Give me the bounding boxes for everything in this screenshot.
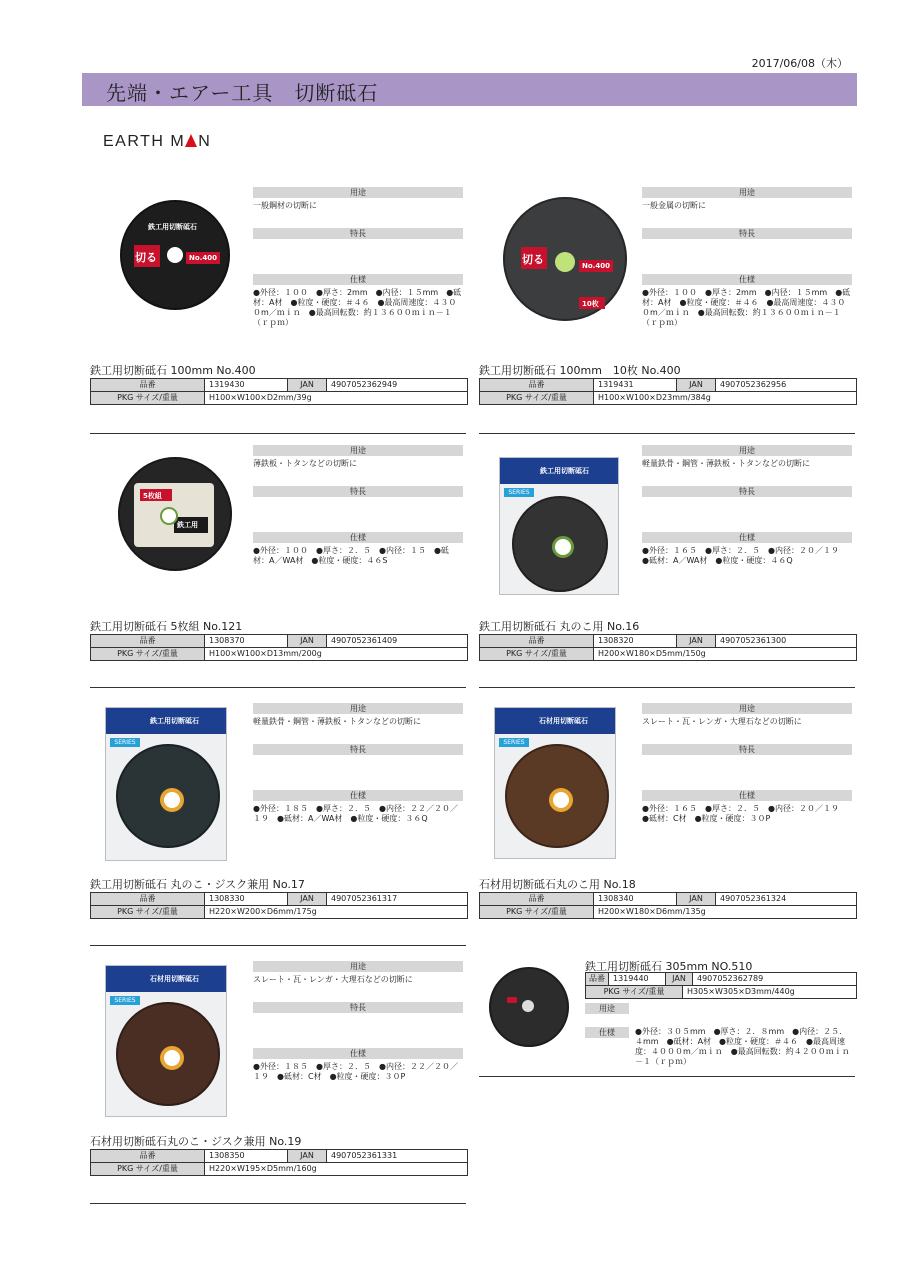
table-label: JAN (288, 893, 327, 905)
product-image (499, 457, 619, 595)
table-label: PKG サイズ/重量 (91, 648, 205, 660)
table-label: 品番 (91, 379, 205, 391)
pkg-size: H220×W195×D5mm/160g (209, 1164, 317, 1173)
table-row (480, 391, 856, 404)
table-row (480, 893, 856, 905)
product-table (479, 634, 857, 661)
spec-text: ●外径：１００ ●厚さ：２．５ ●内径：１５ ●砥材：A／WA材 ●粒度・硬度：４６S (253, 546, 449, 565)
product-table (90, 1149, 468, 1176)
spec-text: ●外径：３０５mm ●厚さ：２．８mm ●内径：２５．４mm ●砥材：A材 ●粒度・硬度：＃４６ ●最高周速度：４０００m／ｍｉｎ ●最高回転数：約４２００ｍｉｎ－１（ｒｐｍ） (635, 1027, 850, 1066)
use-heading: 用途 (642, 703, 852, 714)
feature-heading: 特長 (253, 744, 463, 755)
table-label: 品番 (480, 379, 594, 391)
use-text: 軽量鉄骨・鋼管・薄鉄板・トタンなどの切断に (642, 459, 810, 468)
table-label: PKG サイズ/重量 (586, 986, 683, 998)
divider (90, 945, 466, 946)
use-heading: 用途 (642, 445, 852, 456)
table-label: JAN (666, 973, 693, 985)
use-text: スレート・瓦・レンガ・大理石などの切断に (642, 717, 802, 726)
pkg-size: H305×W305×D3mm/440g (687, 987, 795, 996)
product-info (642, 445, 852, 566)
use-heading: 用途 (253, 445, 463, 456)
table-row (480, 635, 856, 647)
product-name: 石材用切断砥石丸のこ・ジスク兼用 No.19 (90, 1135, 302, 1148)
product-info (253, 703, 463, 824)
jan-code: 4907052362956 (720, 380, 787, 389)
table-row (480, 905, 856, 918)
product-info (642, 187, 852, 328)
product-name: 鉄工用切断砥石 5枚組 No.121 (90, 620, 243, 633)
product-name: 鉄工用切断砥石 100mm No.400 (90, 364, 256, 377)
pkg-size: H200×W180×D6mm/135g (598, 907, 706, 916)
product-table (90, 378, 468, 405)
spec-text: ●外径：１８５ ●厚さ：２．５ ●内径：２２／２０／１９ ●砥材：A／WA材 ●粒度・硬度：３６Q (253, 804, 458, 823)
table-label: PKG サイズ/重量 (480, 648, 594, 660)
product-block (90, 187, 466, 439)
image-label: SERIES (499, 738, 529, 747)
product-info (253, 961, 463, 1082)
feature-heading: 特長 (642, 744, 852, 755)
image-label: SERIES (110, 738, 140, 747)
table-label: JAN (288, 1150, 327, 1162)
image-label: 石材用切断砥石 (150, 975, 199, 983)
product-info (642, 703, 852, 824)
divider (479, 1076, 855, 1077)
product-name: 石材用切断砥石丸のこ用 No.18 (479, 878, 636, 891)
product-code: 1319440 (609, 973, 666, 985)
feature-text (253, 500, 463, 532)
product-code: 1308330 (205, 893, 288, 905)
product-block (479, 955, 855, 1085)
jan-code: 4907052361317 (331, 894, 398, 903)
product-block (90, 703, 466, 955)
spec-heading: 仕様 (253, 532, 463, 543)
jan-code: 4907052361324 (720, 894, 787, 903)
product-info (585, 1003, 855, 1067)
use-heading: 用途 (253, 187, 463, 198)
jan-code: 4907052361409 (331, 636, 398, 645)
divider (479, 687, 855, 688)
table-label: JAN (677, 635, 716, 647)
jan-code: 4907052362789 (697, 974, 764, 983)
use-heading: 用途 (642, 187, 852, 198)
image-label: SERIES (504, 488, 534, 497)
table-label: PKG サイズ/重量 (480, 906, 594, 918)
table-row (91, 635, 467, 647)
product-table (90, 634, 468, 661)
table-label: JAN (288, 379, 327, 391)
spec-text: ●外径：１６５ ●厚さ：２．５ ●内径：２０／１９ ●砥材：C材 ●粒度・硬度：３０P (642, 804, 847, 823)
table-label: 品番 (480, 635, 594, 647)
use-heading: 用途 (253, 703, 463, 714)
table-row (91, 893, 467, 905)
product-image (105, 707, 227, 861)
product-info (253, 187, 463, 328)
table-row (480, 647, 856, 660)
product-info (253, 445, 463, 566)
table-label: JAN (677, 379, 716, 391)
product-table (585, 972, 857, 999)
table-label: 品番 (91, 893, 205, 905)
jan-code: 4907052361331 (331, 1151, 398, 1160)
product-block (479, 445, 855, 697)
image-label: 切る (135, 251, 157, 264)
table-row (91, 1150, 467, 1162)
feature-text (253, 1016, 463, 1048)
use-text: 一般鋼材の切断に (253, 201, 317, 210)
jan-code: 4907052361300 (720, 636, 787, 645)
product-block (479, 187, 855, 439)
table-row (586, 985, 856, 998)
pkg-size: H220×W200×D6mm/175g (209, 907, 317, 916)
spec-text: ●外径：１００ ●厚さ：2mm ●内径：１５mm ●砥材：A材 ●粒度・硬度：＃４６ ●最高周速度：４３００m／ｍｉｎ ●最高回転数：約１３６００ｍｉｎ－１（ｒｐｍ） (253, 288, 462, 327)
table-label: PKG サイズ/重量 (480, 392, 594, 404)
spec-heading: 仕様 (253, 274, 463, 285)
spec-text: ●外径：１８５ ●厚さ：２．５ ●内径：２２／２０／１９ ●砥材：C材 ●粒度・硬度：３０P (253, 1062, 458, 1081)
title-bar (82, 73, 857, 106)
table-row (91, 391, 467, 404)
feature-heading: 特長 (253, 228, 463, 239)
table-row (91, 1162, 467, 1175)
pkg-size: H100×W100×D2mm/39g (209, 393, 312, 402)
table-label: PKG サイズ/重量 (91, 906, 205, 918)
image-label: 切る (522, 253, 544, 266)
product-code: 1308370 (205, 635, 288, 647)
pkg-size: H100×W100×D13mm/200g (209, 649, 322, 658)
product-image (105, 965, 227, 1117)
product-name: 鉄工用切断砥石 丸のこ用 No.16 (479, 620, 640, 633)
product-code: 1308340 (594, 893, 677, 905)
pkg-size: H100×W100×D23mm/384g (598, 393, 711, 402)
product-code: 1308350 (205, 1150, 288, 1162)
logo-triangle-icon (185, 134, 197, 147)
table-row (586, 973, 856, 985)
spec-heading: 仕様 (642, 274, 852, 285)
spec-heading: 仕様 (253, 1048, 463, 1059)
image-label: 鉄工用切断砥石 (150, 717, 199, 725)
divider (479, 433, 855, 434)
feature-heading: 特長 (642, 486, 852, 497)
pkg-size: H200×W180×D5mm/150g (598, 649, 706, 658)
divider (90, 1203, 466, 1204)
table-label: 品番 (480, 893, 594, 905)
feature-heading: 特長 (642, 228, 852, 239)
product-name: 鉄工用切断砥石 305mm NO.510 (585, 960, 753, 973)
feature-heading: 特長 (253, 1002, 463, 1013)
product-name: 鉄工用切断砥石 100mm 10枚 No.400 (479, 364, 681, 377)
feature-text (642, 500, 852, 532)
feature-heading: 特長 (253, 486, 463, 497)
image-label: 5枚組 (143, 492, 162, 500)
use-text: 薄鉄板・トタンなどの切断に (253, 459, 357, 468)
product-table (479, 378, 857, 405)
product-block (90, 961, 466, 1213)
product-code: 1319430 (205, 379, 288, 391)
feature-text (253, 242, 463, 274)
product-block (90, 445, 466, 697)
product-code: 1319431 (594, 379, 677, 391)
spec-heading: 仕様 (642, 532, 852, 543)
feature-text (253, 758, 463, 790)
spec-text: ●外径：１００ ●厚さ：2mm ●内径：１５mm ●砥材：A材 ●粒度・硬度：＃４６ ●最高周速度：４３００m／ｍｉｎ ●最高回転数：約１３６００ｍｉｎ－１（ｒｐｍ） (642, 288, 851, 327)
image-label: SERIES (110, 996, 140, 1005)
product-table (479, 892, 857, 919)
table-row (91, 379, 467, 391)
image-label: 鉄工用切断砥石 (148, 223, 197, 231)
product-table (90, 892, 468, 919)
table-label: JAN (677, 893, 716, 905)
table-row (480, 379, 856, 391)
table-label: PKG サイズ/重量 (91, 392, 205, 404)
use-text: 一般金属の切断に (642, 201, 706, 210)
feature-text (642, 758, 852, 790)
use-text: 軽量鉄骨・鋼管・薄鉄板・トタンなどの切断に (253, 717, 421, 726)
table-label: 品番 (586, 973, 609, 985)
feature-text (642, 242, 852, 274)
table-row (91, 647, 467, 660)
brand-logo: EARTH M N (103, 133, 212, 150)
product-name: 鉄工用切断砥石 丸のこ・ジスク兼用 No.17 (90, 878, 305, 891)
product-image (503, 197, 627, 321)
table-label: 品番 (91, 1150, 205, 1162)
use-heading: 用途 (585, 1003, 629, 1014)
spec-heading: 仕様 (253, 790, 463, 801)
page-title: 先端・エアー工具 切断砥石 (106, 81, 379, 105)
divider (90, 687, 466, 688)
table-label: JAN (288, 635, 327, 647)
product-code: 1308320 (594, 635, 677, 647)
table-label: PKG サイズ/重量 (91, 1163, 205, 1175)
image-label: 石材用切断砥石 (539, 717, 588, 725)
product-image (489, 967, 569, 1047)
table-label: 品番 (91, 635, 205, 647)
image-label: No.400 (582, 262, 610, 270)
use-heading: 用途 (253, 961, 463, 972)
use-text: スレート・瓦・レンガ・大理石などの切断に (253, 975, 413, 984)
spec-text: ●外径：１６５ ●厚さ：２．５ ●内径：２０／１９ ●砥材：A／WA材 ●粒度・硬度：４６Q (642, 546, 847, 565)
image-label: 鉄工用 (177, 521, 198, 529)
image-label: 10枚 (582, 300, 599, 308)
divider (90, 433, 466, 434)
image-label: 鉄工用切断砥石 (540, 467, 589, 475)
image-label: No.400 (189, 254, 217, 262)
jan-code: 4907052362949 (331, 380, 398, 389)
spec-heading: 仕様 (642, 790, 852, 801)
product-image (118, 457, 232, 571)
table-row (91, 905, 467, 918)
print-date: 2017/06/08（木） (751, 57, 848, 70)
spec-heading: 仕様 (585, 1027, 629, 1038)
product-image (494, 707, 616, 859)
product-image (120, 200, 230, 310)
product-block (479, 703, 855, 955)
